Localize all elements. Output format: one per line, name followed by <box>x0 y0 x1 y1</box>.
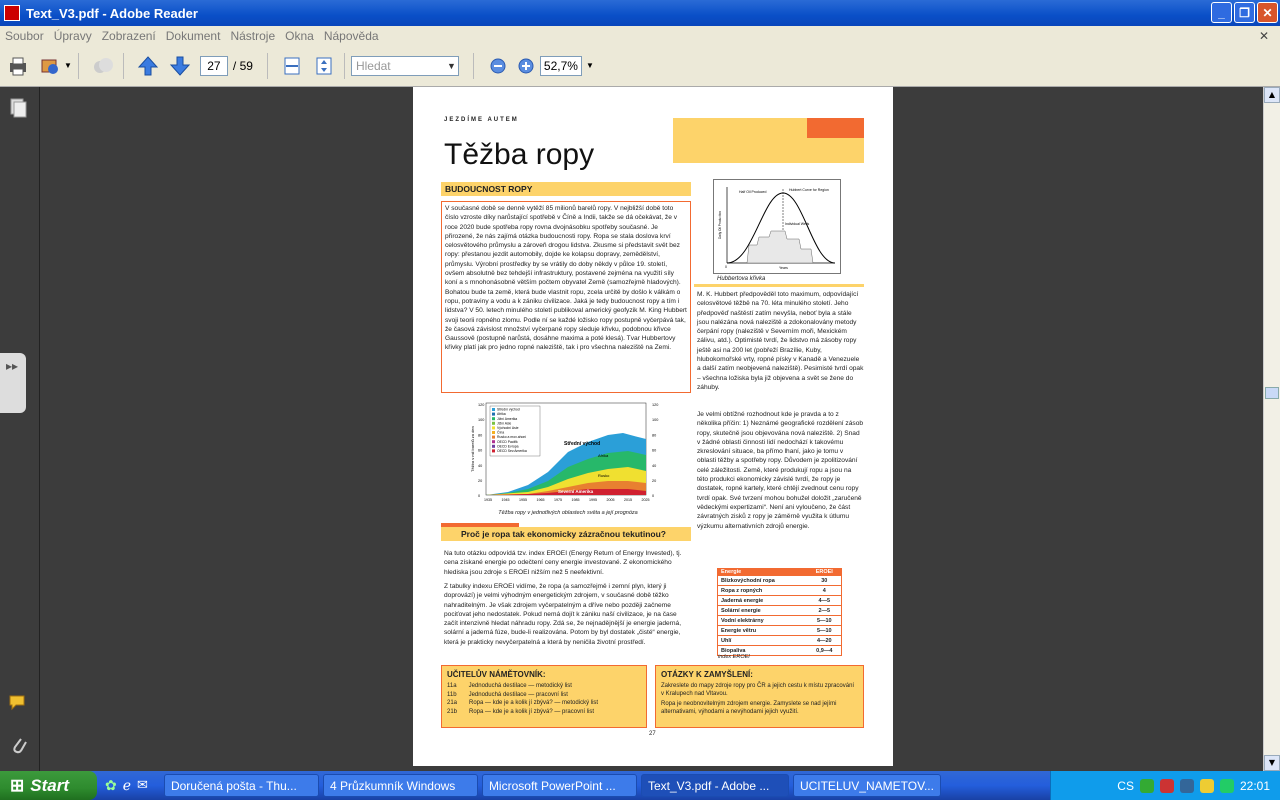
legend-label: Střední východ <box>497 407 520 412</box>
teacher-box-title: UČITELŮV NÁMĚTOVNÍK: <box>447 670 546 679</box>
list-item-label: Jednoduchá destilace — metodický list <box>468 683 572 689</box>
legend-label: Afrika <box>497 412 506 417</box>
table-row <box>718 626 842 636</box>
table-cell: 2—5 <box>808 606 842 616</box>
list-item-code: 21b <box>447 708 458 715</box>
eroei-text: Na tuto otázku odpovídá tzv. index EROEI (Energy Return of Energy Invested), tj. cena získané energie po odečtení ceny energie investované. Z ekonomického hlediska jsou zdroje s EROEI nižším než 5 neefektivní. <box>444 550 682 576</box>
list-item <box>447 691 641 700</box>
table-row <box>718 606 842 616</box>
legend-swatch <box>492 431 495 434</box>
legend-swatch <box>492 413 495 416</box>
scroll-thumb[interactable] <box>1265 387 1279 399</box>
task-label: UCITELUV_NAMETOV... <box>799 778 934 793</box>
y-tick-label: 100 <box>652 418 659 423</box>
system-tray <box>1050 771 1280 800</box>
start-label: Start <box>30 775 69 795</box>
list-item-code: 21a <box>447 700 458 706</box>
share-button[interactable] <box>89 52 117 80</box>
legend-label: OECD Pacifik <box>497 439 518 444</box>
legend-label: Východní Asie <box>497 426 519 430</box>
task-adobe-reader[interactable] <box>641 774 789 797</box>
list-item <box>447 699 641 708</box>
table-cell: 4 <box>808 586 842 596</box>
separator <box>78 53 79 79</box>
ie-icon[interactable]: ℯ <box>122 777 132 794</box>
comments-icon[interactable] <box>8 693 30 713</box>
area-label-namerica: Severní Amerika <box>558 489 594 494</box>
legend-swatch <box>492 417 495 420</box>
hubbert-label-curve: Hubbert Curve for Region <box>789 188 829 192</box>
table-caption: index EROEI <box>718 654 750 660</box>
table-body <box>718 576 842 656</box>
y-tick-label: 120 <box>652 403 659 407</box>
panel-expand-handle[interactable] <box>0 353 26 413</box>
legend-swatch <box>492 422 495 425</box>
list-item <box>447 682 641 691</box>
window-title: Text_V3.pdf - Adobe Reader <box>26 5 198 21</box>
x-tick-label: 2025 <box>641 498 650 502</box>
arrow-up-icon <box>137 55 159 77</box>
page-title: Těžba ropy <box>444 138 595 171</box>
find-input[interactable] <box>351 56 459 76</box>
table-cell: 4—5 <box>808 596 842 606</box>
legend-label: OECD Sev.Amerika <box>497 449 527 453</box>
legend-label: Jižní Asie <box>497 421 512 426</box>
legend-label: Rusko a mox.ahoni <box>497 435 527 440</box>
tray-icon[interactable] <box>1180 779 1194 793</box>
find-dropdown-icon[interactable]: ▼ <box>447 60 456 71</box>
tray-icon[interactable] <box>1160 779 1174 793</box>
legend-swatch <box>492 445 495 448</box>
zoom-out-button[interactable] <box>484 52 512 80</box>
hubbert-label-wells: Individual Wells <box>785 222 810 226</box>
next-page-button[interactable] <box>166 52 194 80</box>
collaborate-button[interactable] <box>36 52 64 80</box>
list-item-code: 11b <box>447 691 457 698</box>
zoom-out-icon <box>488 56 508 76</box>
y-tick-label: 60 <box>652 448 657 453</box>
y-tick-label: 120 <box>478 403 485 407</box>
x-tick-label: 1995 <box>589 498 597 502</box>
table-cell: Vodní elektrárny <box>718 616 808 626</box>
menu-soubor[interactable]: Soubor <box>5 28 44 43</box>
legend-swatch <box>492 436 495 439</box>
teacher-box-list <box>447 682 641 716</box>
task-label: Doručená pošta - Thu... <box>170 778 297 793</box>
start-button[interactable] <box>0 771 97 800</box>
fit-page-button[interactable] <box>310 52 338 80</box>
find-placeholder: Hledat <box>355 58 391 73</box>
tray-icon[interactable] <box>1140 779 1154 793</box>
x-tick-label: 1965 <box>536 498 545 502</box>
navigation-pane <box>0 87 40 771</box>
y-tick-label: 40 <box>652 463 657 468</box>
y-tick-label: 80 <box>652 433 657 438</box>
task-explorer[interactable] <box>323 774 478 797</box>
zoom-in-icon <box>516 56 536 76</box>
divider <box>694 284 864 287</box>
vertical-scrollbar[interactable] <box>1263 87 1280 771</box>
table-row <box>718 596 842 606</box>
questions-box <box>655 665 864 728</box>
legend-swatch <box>492 440 495 443</box>
eroei-table <box>717 568 842 656</box>
eroei-heading: Proč je ropa tak ekonomicky zázračnou tekutinou? <box>441 527 691 541</box>
hubbert-label-half: Half Oil Produced <box>739 190 767 194</box>
task-label: Microsoft PowerPoint ... <box>488 778 616 793</box>
page-number-input[interactable]: 27 <box>200 56 228 76</box>
eroei-conclusion-text: Z tabulky indexu EROEI vidíme, že ropa (a samozřejmě i zemní plyn, který ji doprovází) je velmi výhodným energetickým zdrojem, v současné době těžko nahraditelným. Je však zdrojem vyčerpatelným a dříve nebo později začneme pociťovat jeho nedostatek. Pokud nemá dojít k zániku naší civilizace, je na čase začít intenzivně hledat náhradu ropy. Zdá se, že nejnadějnější je energie jaderná, solární a jaderná fúze, bude-li realizována. Potom by byl dostatek „čisté“ energie, která je prakticky nevyčerpatelná a která by neničila životní prostředí. <box>444 583 682 646</box>
y-tick-label: 20 <box>652 479 657 483</box>
x-tick-label: 1935 <box>484 498 492 502</box>
x-tick-label: 1945 <box>501 498 510 502</box>
teacher-box <box>441 665 647 728</box>
menu-nastroje[interactable]: Nástroje <box>230 28 276 43</box>
paperclip-icon[interactable] <box>9 735 29 757</box>
y-tick-label: 0 <box>478 494 481 499</box>
menu-okna[interactable]: Okna <box>285 28 314 43</box>
list-item <box>447 708 641 717</box>
close-document-icon[interactable]: ✕ <box>1258 28 1269 43</box>
language-indicator[interactable]: CS <box>1117 778 1134 793</box>
scroll-down-icon[interactable]: ▼ <box>1264 755 1280 771</box>
x-tick-label: 1975 <box>554 498 562 502</box>
table-cell: Energie větru <box>718 626 808 636</box>
menu-dokument[interactable]: Dokument <box>165 28 221 43</box>
legend-swatch <box>492 449 495 452</box>
legend-label: Jižní Amerika <box>497 416 518 421</box>
printer-icon <box>7 55 29 77</box>
table-cell: Biopaliva <box>718 646 808 656</box>
page-total: / 59 <box>232 58 253 73</box>
clock: 22:01 <box>1239 778 1270 793</box>
task-thunderbird[interactable] <box>164 774 319 797</box>
adobe-reader-icon <box>4 5 20 21</box>
section-heading: BUDOUCNOST ROPY <box>441 182 691 196</box>
separator <box>344 53 345 79</box>
table-row <box>718 616 842 626</box>
hubbert-caption: Hubbertova křivka <box>717 276 766 282</box>
list-item-label: Ropa — kde je a kolik jí zbývá? — pracovní list <box>469 708 595 715</box>
table-row <box>718 576 842 586</box>
area-label-africa: Afrika <box>598 453 609 458</box>
table-cell: 4—20 <box>808 636 842 646</box>
fit-page-icon <box>313 55 335 77</box>
scroll-up-icon[interactable]: ▲ <box>1264 87 1280 103</box>
list-item-label: Jednoduchá destilace — pracovní list <box>468 691 568 698</box>
quicklaunch-icon[interactable]: ✿ <box>105 777 117 794</box>
pdf-page <box>413 87 893 766</box>
x-tick-label: 1985 <box>571 498 580 502</box>
tray-icon[interactable] <box>1200 779 1214 793</box>
cloud-icon <box>91 55 115 77</box>
y-tick-label: 20 <box>478 479 483 483</box>
header-decoration-orange <box>807 118 864 138</box>
table-header: Energie <box>721 569 742 575</box>
menu-zobrazeni[interactable]: Zobrazení <box>101 28 156 43</box>
dropdown-icon[interactable]: ▼ <box>64 61 72 70</box>
table-cell: Blízkovýchodní ropa <box>718 576 808 586</box>
legend-label: Čína <box>497 430 505 435</box>
separator <box>473 53 474 79</box>
mail-icon[interactable]: ✉ <box>137 778 148 793</box>
restore-button[interactable]: ❐ <box>1234 2 1255 23</box>
arrow-down-icon <box>169 55 191 77</box>
chart-ylabel: Těžba v mil barelů za den <box>470 426 475 472</box>
x-tick-label: 2015 <box>624 498 632 502</box>
table-cell: Ropa z ropných <box>718 586 808 596</box>
zoom-in-button[interactable] <box>512 52 540 80</box>
intro-text: V současné době se denně vytěží 85 milionů barelů ropy. V nejbližší době toto číslo vzroste díky narůstající spotřebě v Číně a Indii, takže se dá očekávat, že v roce 2020 bude spotřeba ropy rovna dvojnásobku spotřeby současné. Je přirozené, že nás zajímá otázka budoucnosti ropy. Ropa se stala doslova krví celosvětového průmyslu a zároveň drogou lidstva. Zkusme si představit svět bez ropy: přestanou jezdit automobily, dojde ke kolapsu dopravy, zemědělství, průmyslu. Výrobní prostředky by se vrátily do doby někdy v půlce 19. století, ovšem absolutně bez tehdejší infrastruktury, postavené zejména na využití síly koní a s mnohonásobně větším počtem obyvatel Země (samozřejmě hladových). Bohatou bude ta země, která bude vlastnit ropu, zcela určitě by došlo k válkám o ropu, potraviny a vodu a k zániku civilizace. Jaká je tedy budoucnost ropy a tím i lidstva? V 50. letech minulého století publikoval americký geofyzik M. King Hubbert svoji teorii ropného zlomu. Podle ní se každé ložisko ropy postupně vyčerpává tak, že časová závislost množství vyčerpané ropy sleduje křivku, podobnou křivce Gaussově (postupně narůstá, dosáhne maxima a poté klesá). Tvar Hubbertovy křivky platí jak pro jedno ropné naleziště, tak i pro všechna naleziště na Zemi. <box>441 201 691 393</box>
zoom-input[interactable]: 52,7% <box>540 56 582 76</box>
table-row <box>718 636 842 646</box>
table-header: EROEI <box>815 569 833 575</box>
menu-napoveda[interactable]: Nápověda <box>323 28 379 43</box>
tray-icon[interactable] <box>1220 779 1234 793</box>
fit-width-button[interactable] <box>278 52 306 80</box>
menu-upravy[interactable]: Úpravy <box>53 28 92 43</box>
area-label-mideast: Střední východ <box>564 441 601 447</box>
menu-bar <box>0 26 1280 45</box>
hubbert-label-years: Years <box>779 266 788 270</box>
collaborate-icon <box>39 55 61 77</box>
kicker: JEZDÍME AUTEM <box>444 117 519 123</box>
fit-width-icon <box>281 55 303 77</box>
minimize-button[interactable]: _ <box>1211 2 1232 23</box>
toolbar <box>0 45 1280 87</box>
list-item-code: 11a <box>447 683 457 689</box>
x-tick-label: 2005 <box>606 498 615 502</box>
task-powerpoint[interactable] <box>482 774 637 797</box>
hubbert-label-production: Daily Oil Production <box>718 211 722 239</box>
table-cell: 30 <box>808 576 842 586</box>
zoom-dropdown-icon[interactable]: ▼ <box>585 61 594 70</box>
hubbert-text: M. K. Hubbert předpověděl toto maximum, odpovídající celosvětové těžbě na 70. léta minulého století. Jeho předpověď naštěstí zatím nevyšla, neboť byla a stále jsou nalézána nová naleziště a zdokonalovány metody čerpání ropy (naleziště v Severním moři, Mexickém zálivu, atd.). Optimisté tvrdí, že lidstvo má zásoby ropy ještě asi na 200 let (pobřeží Brazílie, Kuby, hlubokomořské vrty, ropné písky v Kanadě a Venezuele a další zatím neobjevená naleziště). Pesimisté tvrdí opak – všechna ložiska byla již objevena a svět se žene do záhuby. <box>697 291 864 391</box>
table-cell: 5—10 <box>808 616 842 626</box>
y-tick-label: 100 <box>478 418 485 423</box>
taskbar <box>0 771 1280 800</box>
table-row <box>718 586 842 596</box>
previous-page-button[interactable] <box>134 52 162 80</box>
y-tick-label: 60 <box>478 448 483 453</box>
task-ucitelu[interactable] <box>793 774 941 797</box>
list-item-label: Ropa — kde je a kolik jí zbývá? — metodický list <box>469 700 599 706</box>
close-button[interactable]: ✕ <box>1257 2 1278 23</box>
questions-box-title: OTÁZKY K ZAMYŠLENÍ: <box>661 670 753 679</box>
print-button[interactable] <box>4 52 32 80</box>
x-tick-label: 1955 <box>519 498 527 502</box>
legend-label: OECD Evropa <box>497 444 519 449</box>
table-cell: Jaderná energie <box>718 596 808 606</box>
legend-swatch <box>492 426 495 429</box>
windows-logo-icon: ⊞ <box>10 775 25 795</box>
title-bar <box>0 0 1280 26</box>
table-cell: 0,9—4 <box>808 646 842 656</box>
task-label: 4 Průzkumník Windows <box>329 778 456 793</box>
table-cell: Solární energie <box>718 606 808 616</box>
oil-chart-caption: Těžba ropy v jednotlivých oblastech světa a její prognóza <box>498 510 638 516</box>
table-cell: Uhlí <box>718 636 808 646</box>
oil-production-chart <box>468 397 678 507</box>
y-tick-label: 0 <box>652 494 655 499</box>
hubbert-label-zero: 0 <box>725 265 727 269</box>
question-1: Zakreslete do mapy zdroje ropy pro ČR a jejich cestu k místu zpracování v Kralupech nad Vltavou. <box>661 683 855 697</box>
task-label: Text_V3.pdf - Adobe ... <box>647 778 770 793</box>
page-number: 27 <box>649 731 656 737</box>
expand-arrows-icon: ▸▸ <box>6 359 19 373</box>
area-label-russia: Rusko <box>598 473 610 478</box>
y-tick-label: 40 <box>478 463 483 468</box>
separator <box>267 53 268 79</box>
debate-text: Je velmi obtížné rozhodnout kde je pravda a to z několika příčin: 1) Neznámé geografické rozdělení zásob ropy, skutečně jsou objevována nová naleziště. 2) Snad v žádné oblasti činnosti lidí nedochází k takovému zkreslování situace, ba přímo lhaní, jako je tomu v oblasti těžby a spotřeby ropy. Důvodem je zpolitizování celé záležitosti. Země, které produkují ropu a jsou na této produkci ekonomicky závislé tvrdí, že ropy je dostatek, ropné kartely, které chtějí zvednout cenu ropy tvrdí opak. Své tvrzení mohou bohužel doložit „zaručeně vědeckými expertizami“. Není ani vyloučeno, že část závratných zisků z ropy je záměrně využita k útlumu výzkumu alternativních zdrojů energie. <box>697 411 864 530</box>
y-tick-label: 80 <box>478 433 483 438</box>
legend-swatch <box>492 408 495 411</box>
separator <box>123 53 124 79</box>
question-2: Ropa je neobnovitelným zdrojem energie. Zamyslete se nad jejími alternativami, výhodami a nevýhodami jejich využití. <box>661 701 837 715</box>
hubbert-chart <box>713 179 841 274</box>
pages-icon[interactable] <box>9 97 29 119</box>
table-cell: 5—10 <box>808 626 842 636</box>
